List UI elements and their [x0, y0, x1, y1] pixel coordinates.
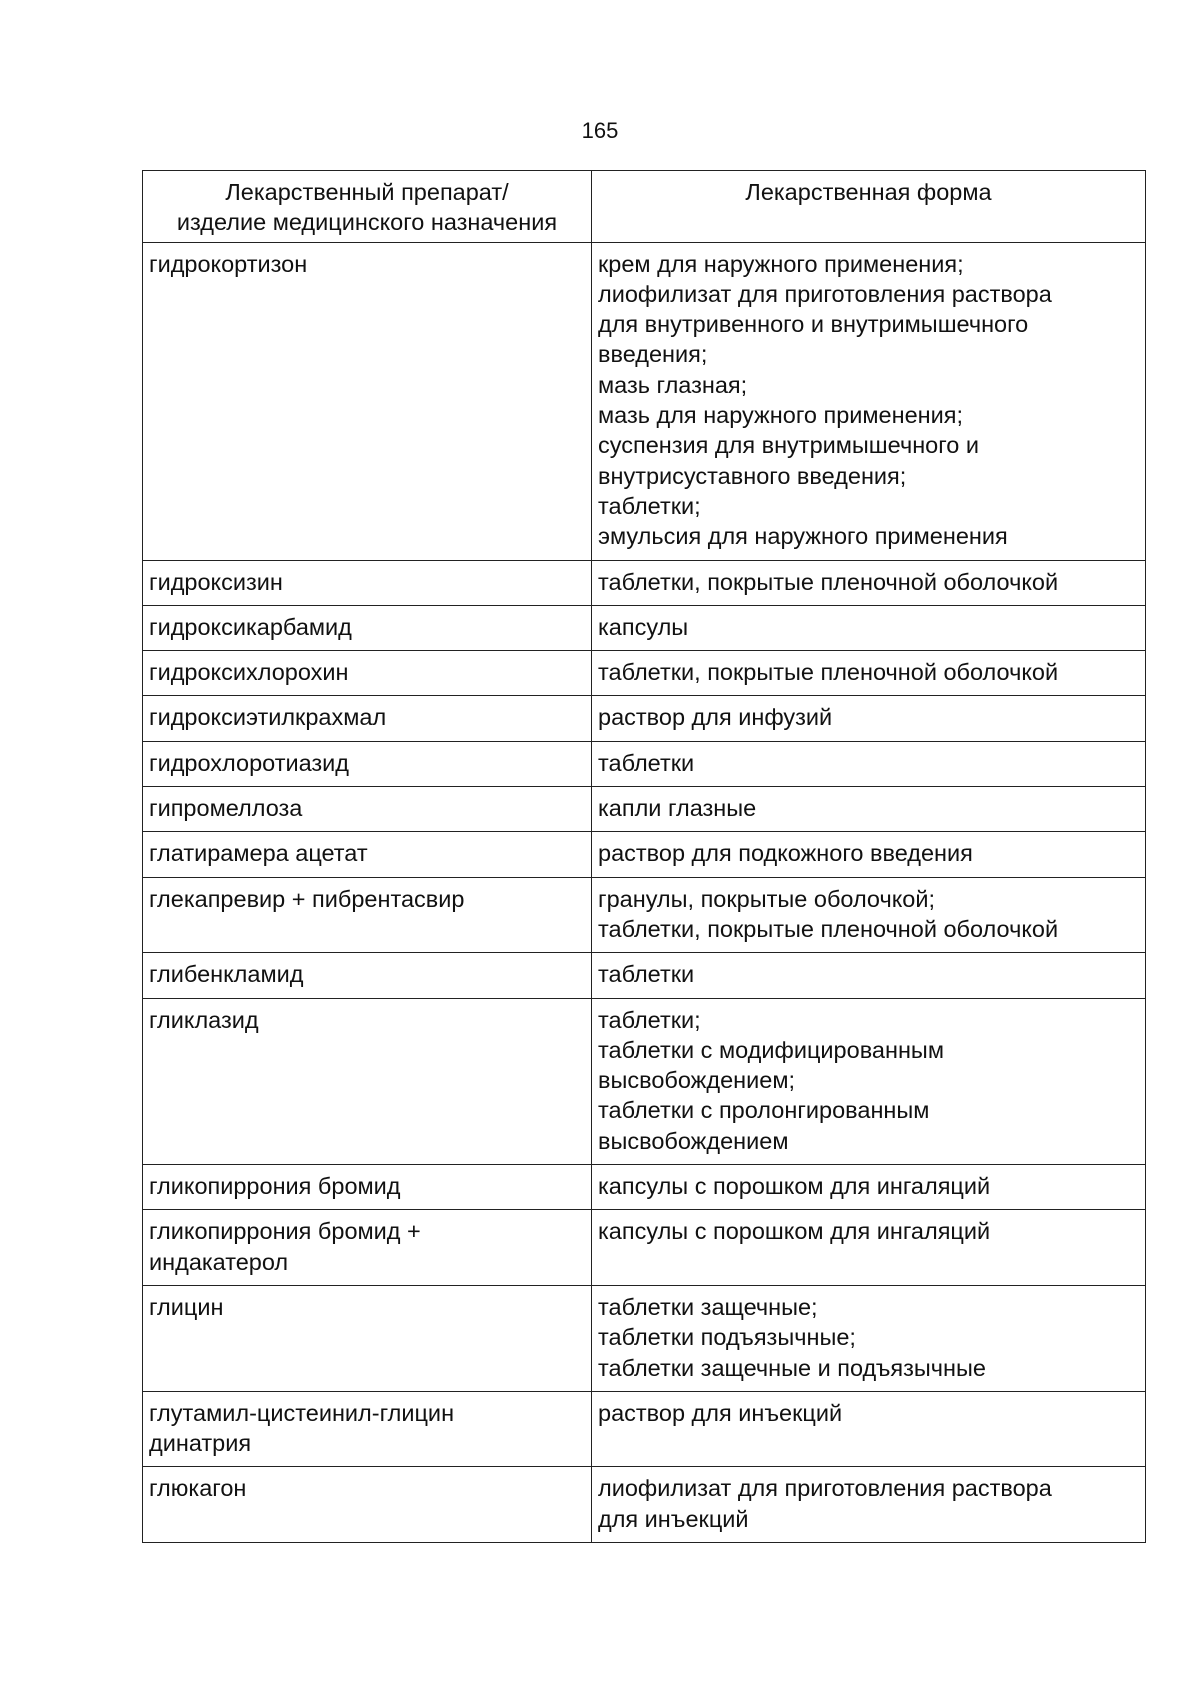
- drug-cell: [143, 787, 592, 832]
- table-row: [143, 1467, 1146, 1543]
- drug-name-line: глицин: [149, 1293, 224, 1320]
- dosage-form-line: капли глазные: [598, 795, 757, 822]
- table-row: [143, 242, 1146, 560]
- drug-cell: [143, 651, 592, 696]
- dosage-form-line: таблетки;: [598, 1006, 701, 1033]
- form-cell: [592, 1165, 1146, 1210]
- drug-name-line: гликопиррония бромид +: [149, 1218, 421, 1245]
- form-cell: [592, 1467, 1146, 1543]
- drug-cell: [143, 242, 592, 560]
- drug-name-line: гидроксиэтилкрахмал: [149, 704, 387, 731]
- table-row: [143, 953, 1146, 998]
- table-row: [143, 832, 1146, 877]
- drug-name-line: глутамил-цистеинил-глицин: [149, 1399, 455, 1426]
- drug-name-line: гидроксикарбамид: [149, 613, 352, 640]
- drug-name-line: гипромеллоза: [149, 795, 303, 822]
- dosage-form-line: капсулы: [598, 613, 689, 640]
- header-form: [592, 171, 1146, 243]
- drug-cell: [143, 560, 592, 605]
- drug-cell: [143, 877, 592, 953]
- table-header: [143, 171, 1146, 243]
- drug-cell: [143, 1467, 592, 1543]
- form-cell: [592, 242, 1146, 560]
- drug-name-line: глибенкламид: [149, 961, 304, 988]
- drug-cell: [143, 832, 592, 877]
- dosage-form-line: таблетки;: [598, 492, 701, 519]
- dosage-form-line: мазь глазная;: [598, 371, 748, 398]
- dosage-form-line: таблетки подъязычные;: [598, 1324, 856, 1351]
- table-row: [143, 696, 1146, 741]
- dosage-form-line: таблетки с модифицированным: [598, 1036, 944, 1063]
- form-cell: [592, 1210, 1146, 1286]
- table-row: [143, 998, 1146, 1164]
- drug-name-line: гидроксихлорохин: [149, 659, 349, 686]
- dosage-form-line: таблетки с пролонгированным: [598, 1097, 930, 1124]
- form-cell: [592, 741, 1146, 786]
- table-row: [143, 787, 1146, 832]
- drug-cell: [143, 1210, 592, 1286]
- form-cell: [592, 696, 1146, 741]
- form-cell: [592, 1391, 1146, 1467]
- drug-cell: [143, 741, 592, 786]
- dosage-form-line: лиофилизат для приготовления раствора: [598, 280, 1052, 307]
- form-cell: [592, 877, 1146, 953]
- drug-name-line: глекапревир + пибрентасвир: [149, 885, 465, 912]
- table-body: [143, 242, 1146, 1542]
- drug-cell: [143, 953, 592, 998]
- dosage-form-line: раствор для подкожного введения: [598, 840, 973, 867]
- dosage-form-line: капсулы с порошком для ингаляций: [598, 1218, 991, 1245]
- header-line: Лекарственная форма: [745, 179, 992, 205]
- table-row: [143, 605, 1146, 650]
- dosage-form-line: мазь для наружного применения;: [598, 402, 964, 429]
- drug-table: [142, 170, 1146, 1543]
- table-row: [143, 1391, 1146, 1467]
- drug-cell: [143, 1165, 592, 1210]
- drug-name-line: гликопиррония бромид: [149, 1173, 401, 1200]
- dosage-form-line: таблетки: [598, 749, 695, 776]
- form-cell: [592, 560, 1146, 605]
- drug-name-line: гидрокортизон: [149, 250, 308, 277]
- drug-cell: [143, 1285, 592, 1391]
- form-cell: [592, 832, 1146, 877]
- form-cell: [592, 651, 1146, 696]
- drug-name-line: гидрохлоротиазид: [149, 749, 350, 776]
- table-row: [143, 1285, 1146, 1391]
- form-cell: [592, 605, 1146, 650]
- table-row: [143, 1210, 1146, 1286]
- drug-name-line: гликлазид: [149, 1006, 259, 1033]
- dosage-form-line: внутрисуставного введения;: [598, 462, 907, 489]
- dosage-form-line: крем для наружного применения;: [598, 250, 964, 277]
- drug-name-line: глюкагон: [149, 1475, 247, 1502]
- dosage-form-line: высвобождением;: [598, 1067, 796, 1094]
- header-line: Лекарственный препарат/: [225, 179, 509, 205]
- dosage-form-line: таблетки: [598, 961, 695, 988]
- dosage-form-line: для внутривенного и внутримышечного: [598, 311, 1029, 338]
- dosage-form-line: таблетки, покрытые пленочной оболочкой: [598, 915, 1059, 942]
- dosage-form-line: гранулы, покрытые оболочкой;: [598, 885, 935, 912]
- table-row: [143, 560, 1146, 605]
- drug-cell: [143, 1391, 592, 1467]
- table-row: [143, 651, 1146, 696]
- dosage-form-line: таблетки, покрытые пленочной оболочкой: [598, 568, 1059, 595]
- form-cell: [592, 1285, 1146, 1391]
- drug-name-line: гидроксизин: [149, 568, 283, 595]
- page-number: 165: [581, 118, 619, 143]
- dosage-form-line: таблетки, покрытые пленочной оболочкой: [598, 659, 1059, 686]
- drug-cell: [143, 998, 592, 1164]
- drug-name-line: индакатерол: [149, 1248, 289, 1275]
- form-cell: [592, 998, 1146, 1164]
- dosage-form-line: лиофилизат для приготовления раствора: [598, 1475, 1052, 1502]
- dosage-form-line: раствор для инфузий: [598, 704, 833, 731]
- header-drug: [143, 171, 592, 243]
- table-row: [143, 877, 1146, 953]
- dosage-form-line: капсулы с порошком для ингаляций: [598, 1173, 991, 1200]
- header-row: [143, 171, 1146, 243]
- dosage-form-line: таблетки защечные и подъязычные: [598, 1354, 986, 1381]
- table-row: [143, 741, 1146, 786]
- drug-name-line: динатрия: [149, 1430, 252, 1457]
- drug-cell: [143, 696, 592, 741]
- dosage-form-line: для инъекций: [598, 1505, 749, 1532]
- dosage-form-line: введения;: [598, 341, 708, 368]
- form-cell: [592, 953, 1146, 998]
- header-line: изделие медицинского назначения: [176, 209, 558, 236]
- dosage-form-line: эмульсия для наружного применения: [598, 523, 1008, 550]
- drug-cell: [143, 605, 592, 650]
- dosage-form-line: раствор для инъекций: [598, 1399, 843, 1426]
- table-row: [143, 1165, 1146, 1210]
- dosage-form-line: высвобождением: [598, 1127, 789, 1154]
- dosage-form-line: таблетки защечные;: [598, 1293, 818, 1320]
- drug-name-line: глатирамера ацетат: [149, 840, 368, 867]
- form-cell: [592, 787, 1146, 832]
- dosage-form-line: суспензия для внутримышечного и: [598, 432, 980, 459]
